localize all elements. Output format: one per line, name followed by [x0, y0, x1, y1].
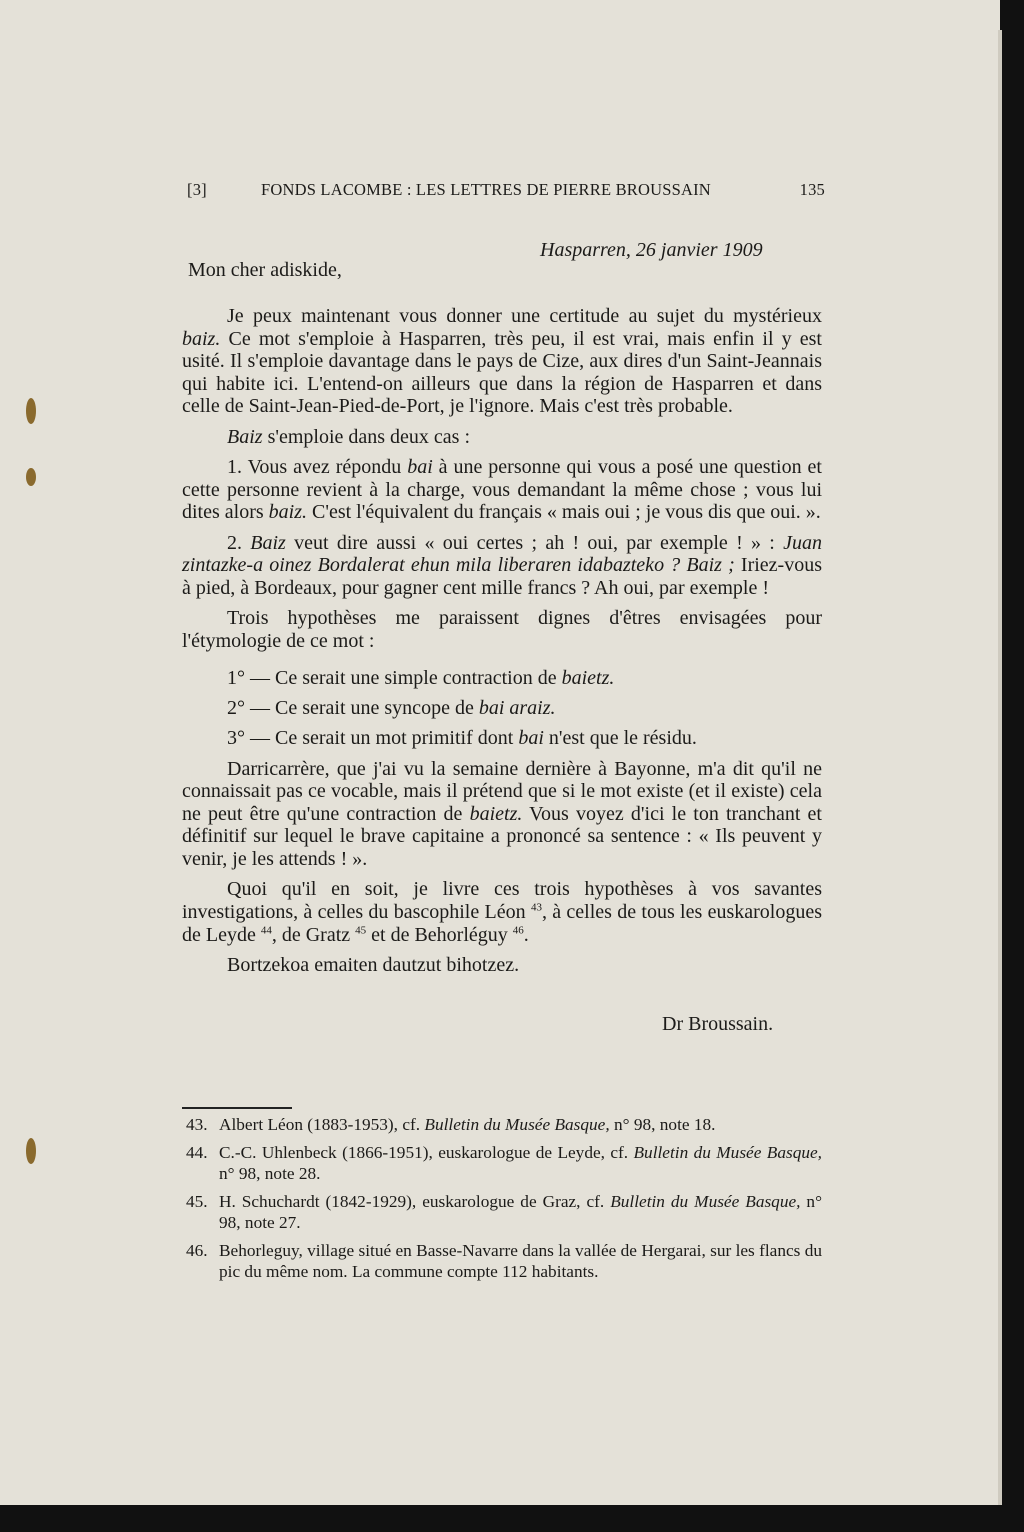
text-segment: Juan zintazke-a oinez Bordalerat ehun mila liberaren idabazteko ? Baiz ; [182, 531, 822, 577]
paragraph [182, 305, 822, 418]
section-number: [3] [187, 180, 207, 199]
text-segment: baietz. [561, 666, 615, 689]
text-segment: Trois hypothèses me paraissent dignes d'êtres envisagées pour l'étymologie de ce mot : [182, 607, 822, 652]
paragraph [182, 532, 822, 600]
footnote-text [219, 1191, 822, 1233]
text-segment: Vous voyez d'ici le ton tranchant et définitif sur lequel le brave capitaine a prononcé sa sentence : « Ils peuvent y venir, je les attends ! ». [182, 802, 822, 871]
text-segment: 3° — Ce serait un mot primitif dont [227, 727, 519, 750]
text-segment: Darricarrère, que j'ai vu la semaine dernière à Bayonne, m'a dit qu'il ne connaissait pas ce vocable, mais il prétend que si le mot existe (et il existe) cela ne peut être qu'une contraction de [182, 757, 822, 825]
text-segment: C.-C. Uhlenbeck (1866-1951), euskarologue de Leyde, cf. [219, 1143, 634, 1162]
footnote-text [219, 1240, 822, 1282]
text-segment: Baiz [250, 531, 286, 554]
text-segment: Iriez-vous à pied, à Bordeaux, pour gagner cent mille francs ? Ah oui, par exemple ! [182, 554, 822, 599]
text-segment: veut dire aussi « oui certes ; ah ! oui, par exemple ! » : [285, 531, 784, 554]
text-segment: Bulletin du Musée Basque, [610, 1192, 801, 1211]
text-segment: baiz. [268, 501, 307, 524]
text-segment: Ce mot s'emploie à Hasparren, très peu, il est vrai, mais enfin il y est usité. Il s'emploie davantage dans le pays de Cize, aux dires d'un Saint-Jeannais qui habite ici. L'entend-on ailleurs que dans la région de Hasparren et dans celle de Saint-Jean-Pied-de-Port, je l'ignore. Mais c'est très probable. [182, 327, 822, 418]
text-segment: baietz. [469, 802, 523, 825]
footnote-ref: 44 [260, 923, 272, 936]
text-segment: n'est que le résidu. [543, 727, 697, 750]
footnote-ref: 46 [512, 923, 524, 936]
text-segment: 2. [227, 531, 251, 554]
text-segment: Bulletin du Musée Basque, [633, 1143, 822, 1162]
text-segment: H. Schuchardt (1842-1929), euskarologue de Graz, cf. [219, 1192, 611, 1211]
footnote-rule [182, 1107, 292, 1109]
text-segment: Je peux maintenant vous donner une certitude au sujet du mystérieux [227, 305, 822, 327]
footnote [186, 1142, 822, 1184]
footnote-number: 44. [186, 1143, 208, 1162]
footnote [186, 1114, 822, 1135]
paragraph [182, 667, 822, 690]
paragraph [182, 426, 822, 449]
footnote-ref: 43 [530, 901, 542, 914]
binding-stain [26, 398, 36, 424]
footnote-number: 46. [186, 1241, 208, 1260]
text-segment: Bulletin du Musée Basque, [424, 1115, 610, 1134]
text-segment: baiz. [182, 327, 221, 350]
footnotes [186, 1114, 822, 1289]
paragraph [182, 607, 822, 652]
text-segment: , à celles de tous les euskarologues de Leyde [182, 901, 822, 946]
text-segment: Quoi qu'il en soit, je livre ces trois hypothèses à vos savantes investigations, à celles du bascophile Léon [182, 878, 822, 924]
letter-body [182, 305, 822, 984]
footnote [186, 1191, 822, 1233]
text-segment: bai [407, 456, 433, 479]
footnote-number: 43. [186, 1115, 208, 1134]
text-segment: s'emploie dans deux cas : [262, 425, 471, 448]
footnote-ref: 45 [355, 923, 367, 936]
paragraph [182, 456, 822, 524]
text-segment: Albert Léon (1883-1953), cf. [219, 1115, 425, 1134]
paragraph [182, 758, 822, 871]
text-segment: Baiz [227, 425, 263, 448]
footnote-number: 45. [186, 1192, 208, 1211]
footnote [186, 1240, 822, 1282]
binding-stain [26, 1138, 36, 1164]
footnote-text [219, 1142, 822, 1184]
footnote-text [219, 1114, 822, 1135]
paragraph [182, 697, 822, 720]
dateline: Hasparren, 26 janvier 1909 [540, 239, 763, 261]
text-segment: à une personne qui vous a posé une question et cette personne revient à la charge, vous demandant la même chose ; vous lui dites alors [182, 456, 822, 524]
signature: Dr Broussain. [662, 1013, 774, 1035]
salutation: Mon cher adiskide, [188, 259, 342, 281]
binding-stain [26, 468, 36, 486]
text-segment: n° 98, note 27. [219, 1192, 822, 1232]
page-number: 135 [799, 180, 825, 199]
paragraph [182, 727, 822, 750]
text-segment: 2° — Ce serait une syncope de [227, 696, 479, 719]
text-segment: . [523, 923, 529, 946]
text-segment: et de Behorléguy [366, 923, 513, 946]
text-segment: , de Gratz [271, 923, 356, 946]
text-segment: Bortzekoa emaiten dautzut bihotzez. [227, 954, 520, 977]
text-segment: Behorleguy, village situé en Basse-Navarre dans la vallée de Hergarai, sur les flancs du pic du même nom. La commune compte 112 habitants. [219, 1241, 822, 1281]
text-segment: 1° — Ce serait une simple contraction de [227, 666, 562, 689]
text-segment: bai [518, 727, 544, 750]
text-segment: n° 98, note 28. [219, 1164, 321, 1183]
text-segment: bai araiz. [478, 696, 556, 719]
running-title: FONDS LACOMBE : LES LETTRES DE PIERRE BROUSSAIN [261, 180, 711, 199]
text-segment: 1. Vous avez répondu [227, 456, 408, 479]
page-edge [998, 30, 1002, 1505]
paragraph [182, 878, 822, 946]
paragraph [182, 954, 822, 977]
text-segment: C'est l'équivalent du français « mais oui ; je vous dis que oui. ». [307, 501, 821, 524]
text-segment: n° 98, note 18. [609, 1115, 716, 1134]
